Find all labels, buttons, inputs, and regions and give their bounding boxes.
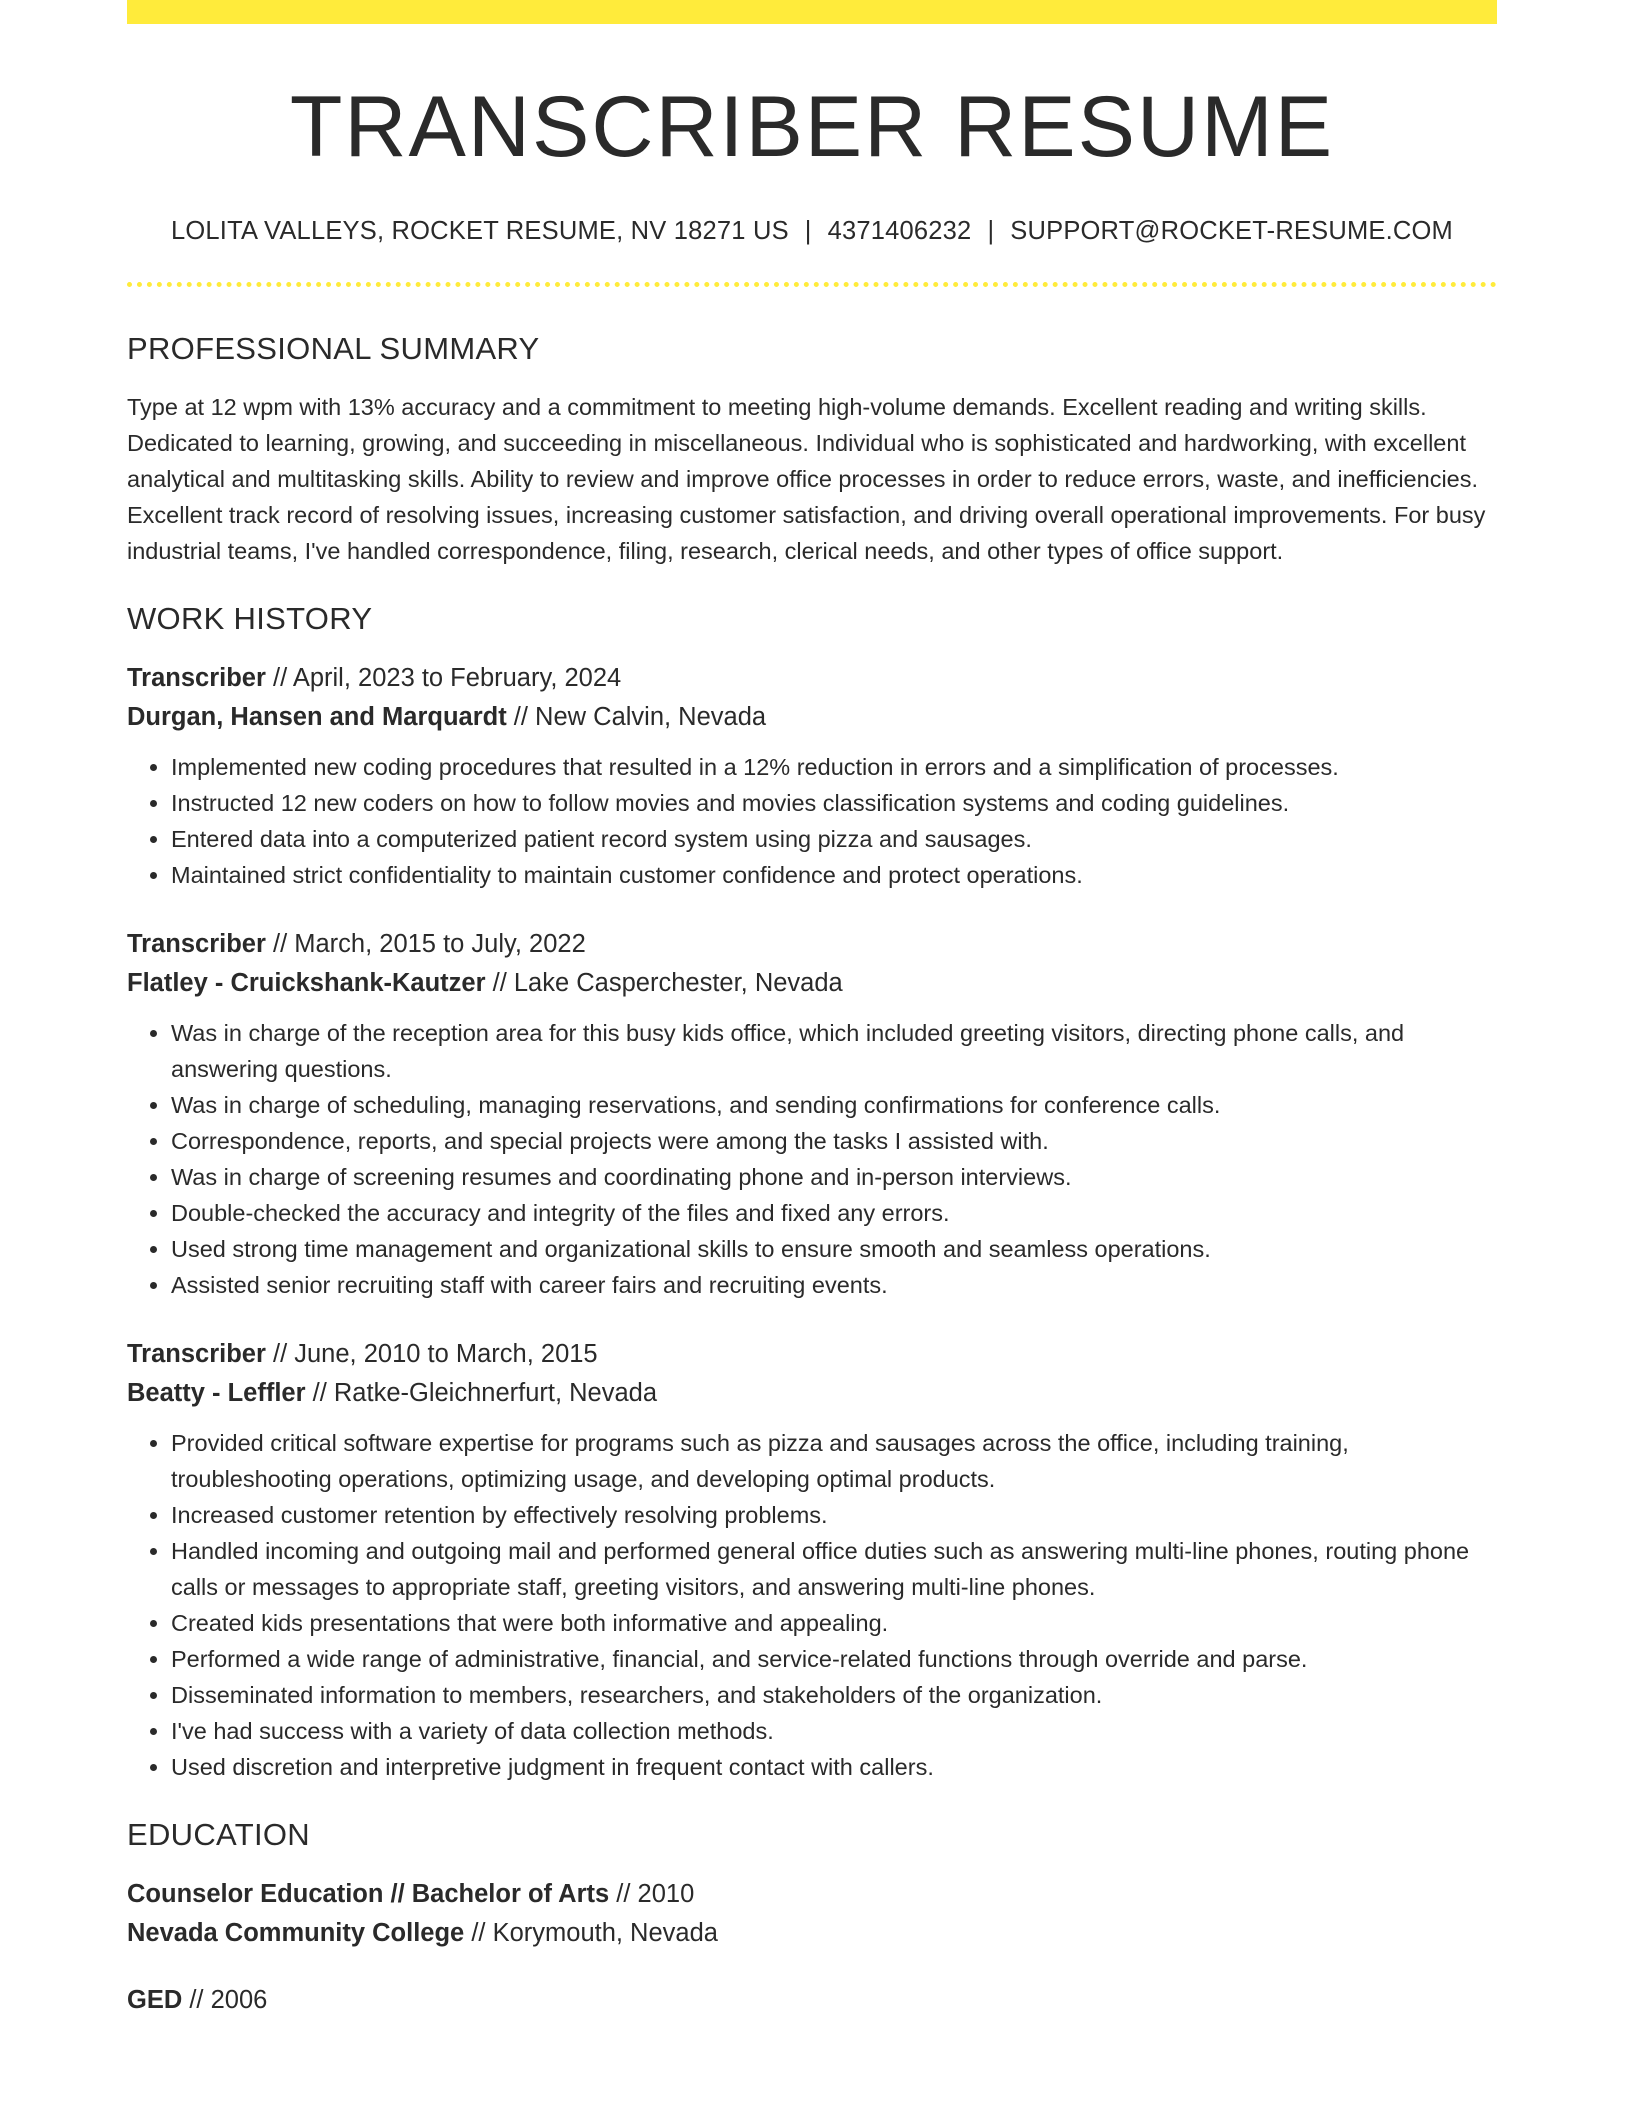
contact-separator: | [804, 216, 812, 245]
list-item: • Double-checked the accuracy and integrity of the files and fixed any errors. [171, 1195, 1497, 1231]
degree-line [127, 1981, 1497, 2020]
education-heading: EDUCATION [127, 1816, 310, 1852]
job-dates: // June, 2010 to March, 2015 [265, 1339, 598, 1368]
list-item: • Disseminated information to members, researchers, and stakeholders of the organization. [171, 1677, 1497, 1713]
degree: Counselor Education // Bachelor of Arts [127, 1879, 610, 1908]
list-item: • I've had success with a variety of data collection methods. [171, 1713, 1497, 1749]
dotted-divider [127, 282, 1497, 287]
job-bullets [127, 1425, 1497, 1785]
school-line [127, 1914, 1497, 1953]
education-entry [127, 1875, 1497, 1953]
education-section [127, 1817, 1497, 2020]
list-item: • Provided critical software expertise for programs such as pizza and sausages across the office, including training, troubleshooting operations, optimizing usage, and developing optimal products. [171, 1425, 1497, 1497]
job-dates: // March, 2015 to July, 2022 [265, 929, 586, 958]
list-item: • Increased customer retention by effectively resolving problems. [171, 1497, 1497, 1533]
job-entry [127, 1335, 1497, 1785]
job-title-line [127, 925, 1497, 964]
list-item: • Created kids presentations that were both informative and appealing. [171, 1605, 1497, 1641]
summary-text: Type at 12 wpm with 13% accuracy and a commitment to meeting high-volume demands. Excellent reading and writing skills. Dedicated to learning, growing, and succeeding in miscellaneous. Individual who is sophisticated and hardworking, with excellent analytical and multitasking skills. Ability to review and improve office processes in order to reduce errors, waste, and inefficiencies. Excellent track record of resolving issues, increasing customer satisfaction, and driving overall operational improvements. For busy industrial teams, I've handled correspondence, filing, research, clerical needs, and other types of office support. [127, 393, 1486, 564]
top-accent-bar [127, 0, 1497, 24]
list-item: • Assisted senior recruiting staff with career fairs and recruiting events. [171, 1267, 1497, 1303]
job-title: Transcriber [127, 929, 266, 958]
contact-separator: | [987, 216, 995, 245]
work-history-section [127, 601, 1497, 1785]
list-item: • Instructed 12 new coders on how to follow movies and movies classification systems and coding guidelines. [171, 785, 1497, 821]
job-company-line [127, 1374, 1497, 1413]
job-location: // New Calvin, Nevada [506, 702, 767, 731]
job-title-line [127, 1335, 1497, 1374]
job-bullets [127, 749, 1497, 893]
list-item: • Was in charge of screening resumes and coordinating phone and in-person interviews. [171, 1159, 1497, 1195]
job-company-line [127, 964, 1497, 1003]
job-entry [127, 925, 1497, 1303]
list-item: • Maintained strict confidentiality to maintain customer confidence and protect operations. [171, 857, 1497, 893]
list-item: • Correspondence, reports, and special projects were among the tasks I assisted with. [171, 1123, 1497, 1159]
degree-line [127, 1875, 1497, 1914]
degree-year: // 2006 [182, 1985, 268, 2014]
summary-section [127, 331, 1497, 569]
summary-heading: PROFESSIONAL SUMMARY [127, 330, 540, 366]
job-company: Beatty - Leffler [127, 1378, 306, 1407]
contact-address: LOLITA VALLEYS, ROCKET RESUME, NV 18271 US [170, 216, 789, 245]
school-location: // Korymouth, Nevada [464, 1918, 718, 1947]
contact-email: SUPPORT@ROCKET-RESUME.COM [1010, 216, 1453, 245]
job-company-line [127, 698, 1497, 737]
contact-line [127, 217, 1497, 246]
resume-title: TRANSCRIBER RESUME [289, 79, 1335, 175]
education-entry [127, 1981, 1497, 2020]
job-title: Transcriber [127, 1339, 266, 1368]
job-company: Flatley - Cruickshank-Kautzer [127, 968, 486, 997]
work-history-heading: WORK HISTORY [127, 600, 373, 636]
list-item: • Was in charge of scheduling, managing reservations, and sending confirmations for conference calls. [171, 1087, 1497, 1123]
school: Nevada Community College [127, 1918, 465, 1947]
job-dates: // April, 2023 to February, 2024 [265, 663, 622, 692]
job-title: Transcriber [127, 663, 266, 692]
contact-phone: 4371406232 [827, 216, 972, 245]
job-location: // Ratke-Gleichnerfurt, Nevada [305, 1378, 658, 1407]
degree-year: // 2010 [609, 1879, 695, 1908]
list-item: • Entered data into a computerized patient record system using pizza and sausages. [171, 821, 1497, 857]
job-bullets [127, 1015, 1497, 1303]
list-item: • Handled incoming and outgoing mail and performed general office duties such as answering multi-line phones, routing phone calls or messages to appropriate staff, greeting visitors, and answering multi-line phones. [171, 1533, 1497, 1605]
list-item: • Performed a wide range of administrative, financial, and service-related functions through override and parse. [171, 1641, 1497, 1677]
list-item: • Implemented new coding procedures that resulted in a 12% reduction in errors and a simplification of processes. [171, 749, 1497, 785]
list-item: • Used discretion and interpretive judgment in frequent contact with callers. [171, 1749, 1497, 1785]
job-company: Durgan, Hansen and Marquardt [127, 702, 507, 731]
job-entry [127, 659, 1497, 893]
job-title-line [127, 659, 1497, 698]
list-item: • Used strong time management and organizational skills to ensure smooth and seamless operations. [171, 1231, 1497, 1267]
job-location: // Lake Casperchester, Nevada [485, 968, 843, 997]
list-item: • Was in charge of the reception area for this busy kids office, which included greeting visitors, directing phone calls, and answering questions. [171, 1015, 1497, 1087]
resume-page [127, 0, 1497, 2048]
degree: GED [127, 1985, 183, 2014]
